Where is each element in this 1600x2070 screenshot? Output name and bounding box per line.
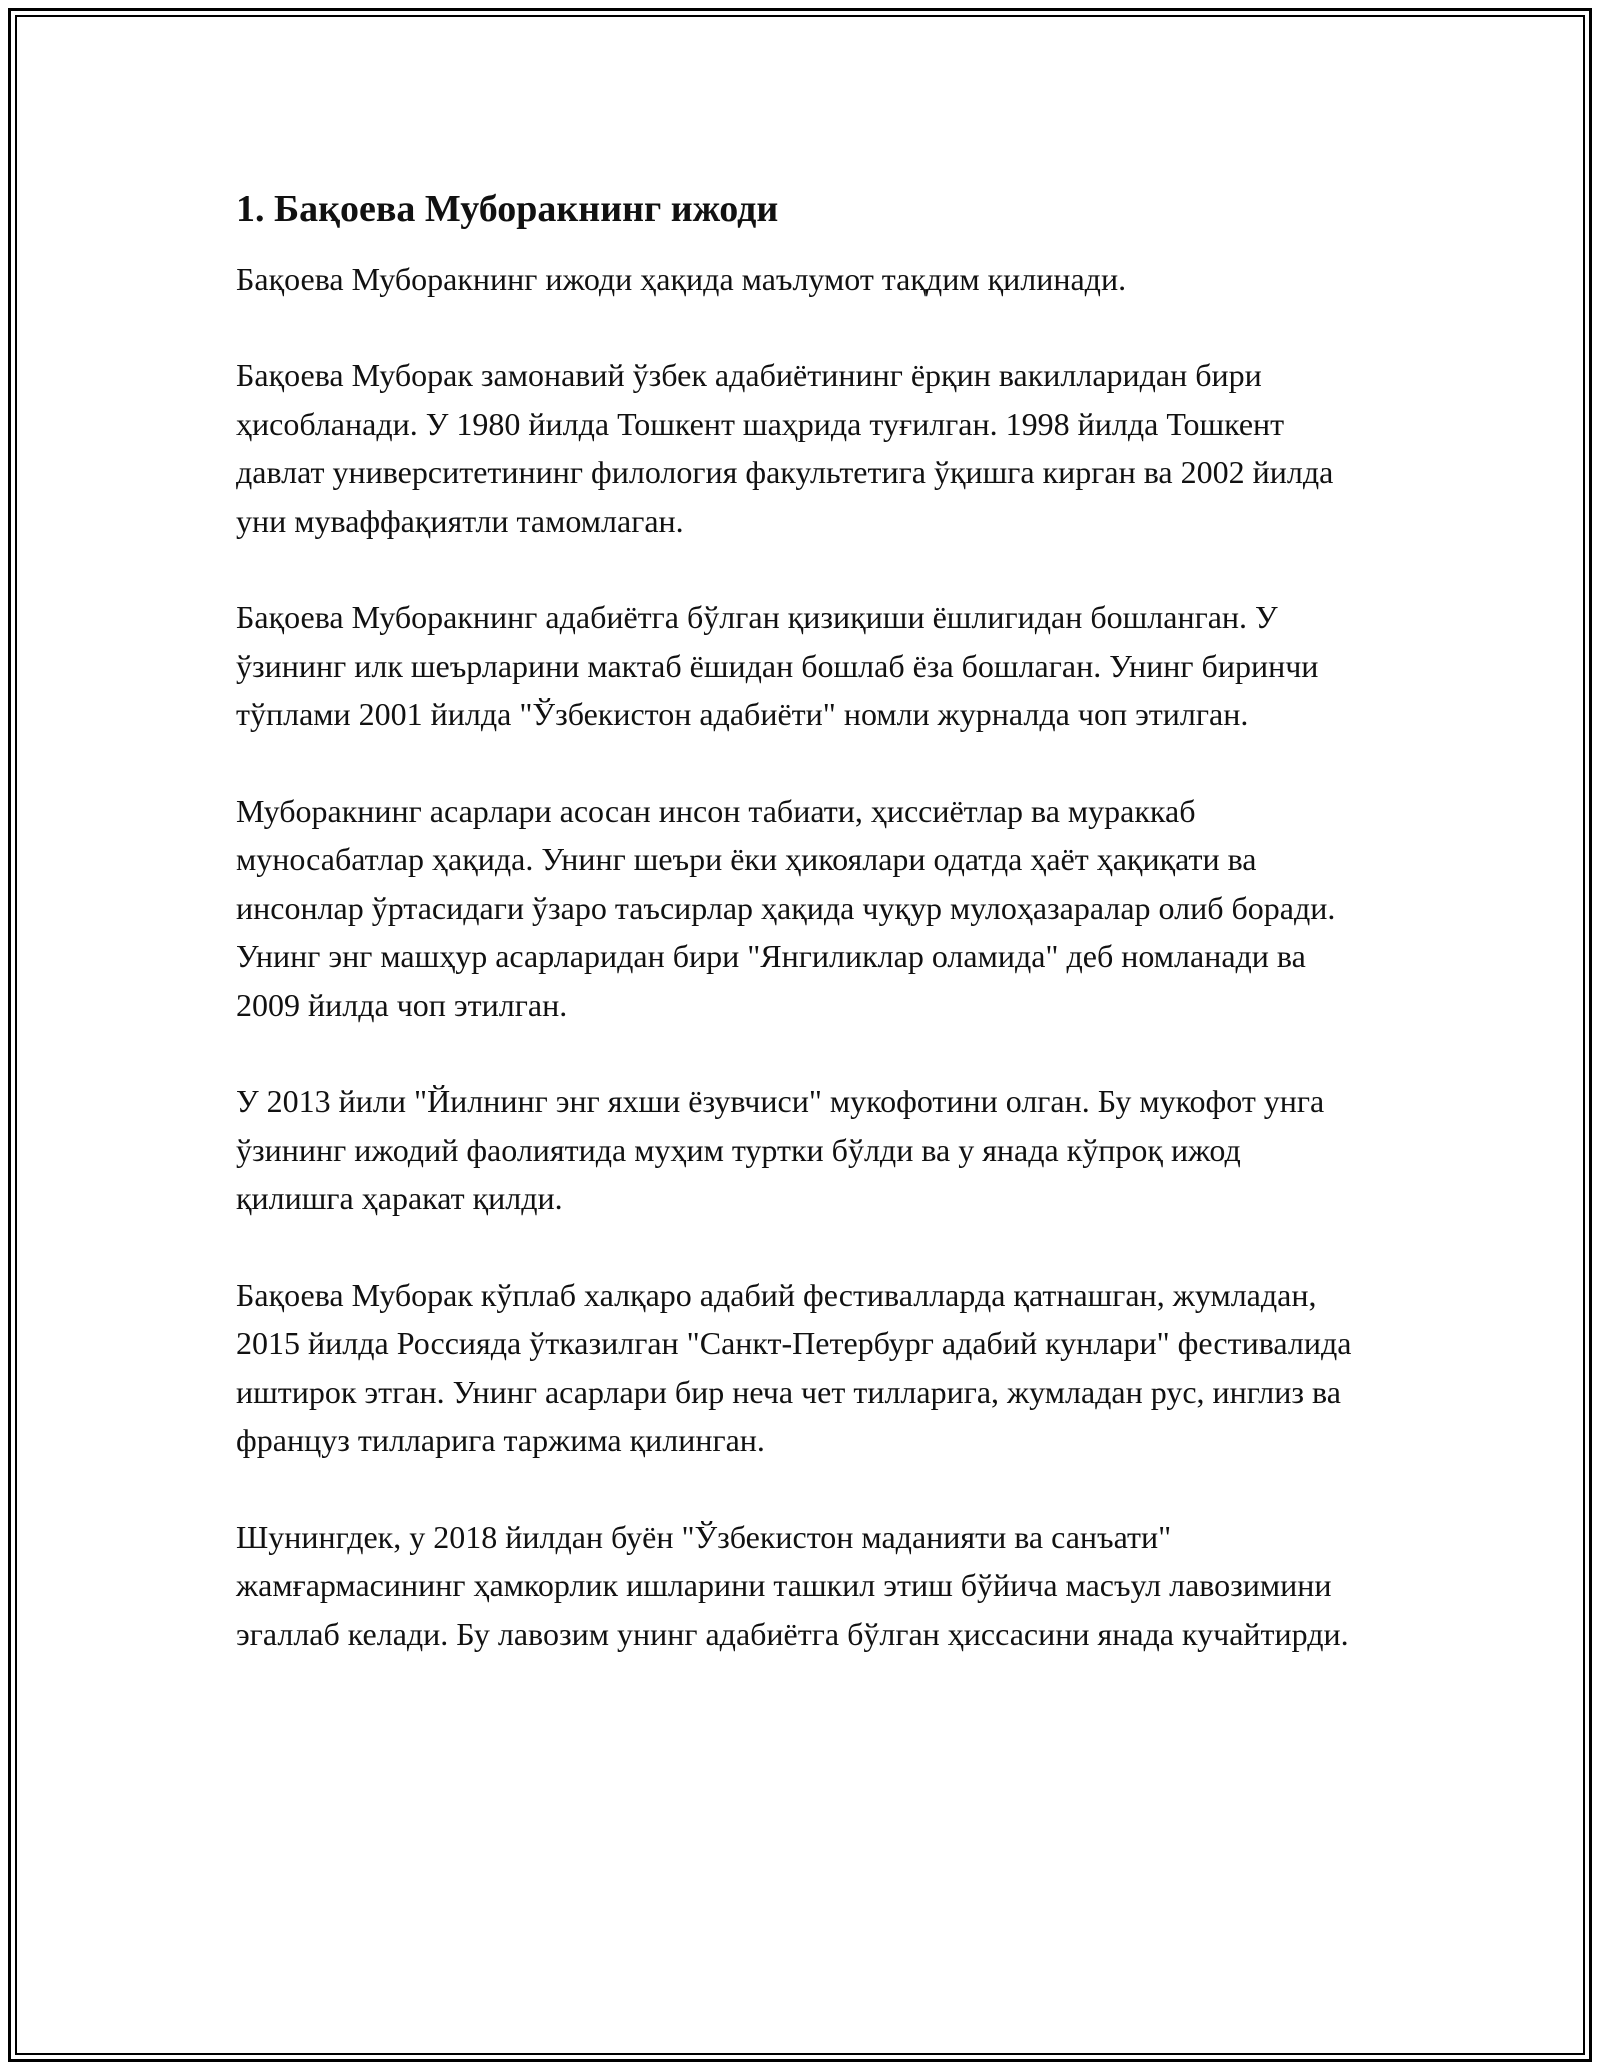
- paragraph-biography: Бақоева Муборак замонавий ўзбек адабиётининг ёрқин вакилларидан бири ҳисобланади. У 1980 йилда Тошкент шаҳрида туғилган. 1998 йилда Тошкент давлат университетининг филология факультетига ўқишга кирган ва 2002 йилда уни муваффақиятли тамомлаган.: [236, 357, 1334, 539]
- paragraph-early-interest: Бақоева Муборакнинг адабиётга бўлган қизиқиши ёшлигидан бошланган. У ўзининг илк шеърларини мактаб ёшидан бошлаб ёза бошлаган. Унинг биринчи тўплами 2001 йилда "Ўзбекистон адабиёти" номли журналда чоп этилган.: [236, 599, 1319, 732]
- document-intro: Бақоева Муборакнинг ижоди ҳақида маълумот тақдим қилинади.: [236, 261, 1127, 297]
- document-title: 1. Бақоева Муборакнинг ижоди: [236, 188, 779, 230]
- document-body: [236, 185, 1366, 1706]
- paragraph-award: У 2013 йили "Йилнинг энг яхши ёзувчиси" мукофотини олган. Бу мукофот унга ўзининг ижодий фаолиятида муҳим туртки бўлди ва у янада кўпроқ ижод қилишга ҳаракат қилди.: [236, 1083, 1325, 1216]
- paragraph-works-themes: Муборакнинг асарлари асосан инсон табиати, ҳиссиётлар ва мураккаб муносабатлар ҳақида. Унинг шеъри ёки ҳикоялари одатда ҳаёт ҳақиқати ва инсонлар ўртасидаги ўзаро таъсирлар ҳақида чуқур мулоҳазаралар олиб боради. Унинг энг машҳур асарларидан бири "Янгиликлар оламида" деб номланади ва 2009 йилда чоп этилган.: [236, 792, 1336, 1023]
- paragraph-festivals: Бақоева Муборак кўплаб халқаро адабий фестивалларда қатнашган, жумладан, 2015 йилда Россияда ўтказилган "Санкт-Петербург адабий кунлари" фестивалида иштирок этган. Унинг асарлари бир неча чет тилларига, жумладан рус, инглиз ва француз тилларига таржима қилинган.: [236, 1276, 1352, 1458]
- paragraph-position: Шунингдек, у 2018 йилдан буён "Ўзбекистон маданияти ва санъати" жамғармасининг ҳамкорлик ишларини ташкил этиш бўйича масъул лавозимини эгаллаб келади. Бу лавозим унинг адабиётга бўлган ҳиссасини янада кучайтирди.: [236, 1518, 1349, 1652]
